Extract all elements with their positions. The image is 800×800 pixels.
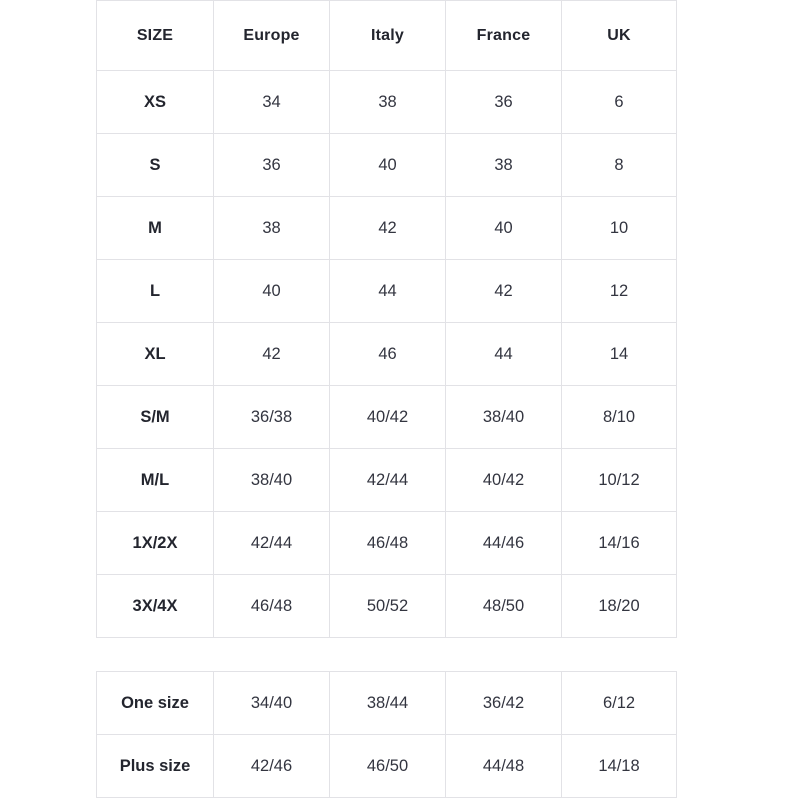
cell-europe: 34 xyxy=(214,71,330,134)
cell-france: 42 xyxy=(446,260,562,323)
size-conversion-table xyxy=(96,0,677,638)
row-label: S/M xyxy=(97,386,214,449)
cell-italy: 46/48 xyxy=(330,512,446,575)
table-row xyxy=(97,71,677,134)
table-row xyxy=(97,672,677,735)
cell-italy: 50/52 xyxy=(330,575,446,638)
cell-uk: 18/20 xyxy=(562,575,677,638)
table-row xyxy=(97,512,677,575)
table-body xyxy=(97,71,677,638)
cell-europe: 42/46 xyxy=(214,735,330,798)
cell-uk: 14/16 xyxy=(562,512,677,575)
cell-europe: 42/44 xyxy=(214,512,330,575)
cell-italy: 40 xyxy=(330,134,446,197)
cell-france: 38/40 xyxy=(446,386,562,449)
table-header-row xyxy=(97,1,677,71)
cell-italy: 46/50 xyxy=(330,735,446,798)
cell-france: 36/42 xyxy=(446,672,562,735)
cell-france: 48/50 xyxy=(446,575,562,638)
column-header-size: SIZE xyxy=(97,1,214,71)
column-header-france: France xyxy=(446,1,562,71)
column-header-italy: Italy xyxy=(330,1,446,71)
cell-uk: 14/18 xyxy=(562,735,677,798)
cell-europe: 38 xyxy=(214,197,330,260)
cell-uk: 6 xyxy=(562,71,677,134)
cell-uk: 6/12 xyxy=(562,672,677,735)
extra-table-body xyxy=(97,672,677,798)
table-row xyxy=(97,323,677,386)
cell-france: 38 xyxy=(446,134,562,197)
cell-france: 44/48 xyxy=(446,735,562,798)
row-label: 1X/2X xyxy=(97,512,214,575)
cell-europe: 42 xyxy=(214,323,330,386)
cell-uk: 10 xyxy=(562,197,677,260)
cell-europe: 46/48 xyxy=(214,575,330,638)
cell-italy: 42 xyxy=(330,197,446,260)
cell-france: 40/42 xyxy=(446,449,562,512)
cell-europe: 36/38 xyxy=(214,386,330,449)
row-label: One size xyxy=(97,672,214,735)
cell-italy: 38/44 xyxy=(330,672,446,735)
column-header-uk: UK xyxy=(562,1,677,71)
cell-italy: 38 xyxy=(330,71,446,134)
cell-italy: 46 xyxy=(330,323,446,386)
tables-container xyxy=(96,0,676,798)
table-row xyxy=(97,449,677,512)
table-row xyxy=(97,386,677,449)
table-row xyxy=(97,197,677,260)
cell-france: 36 xyxy=(446,71,562,134)
cell-france: 44/46 xyxy=(446,512,562,575)
row-label: XL xyxy=(97,323,214,386)
cell-uk: 10/12 xyxy=(562,449,677,512)
cell-europe: 40 xyxy=(214,260,330,323)
row-label: 3X/4X xyxy=(97,575,214,638)
table-row xyxy=(97,134,677,197)
table-row xyxy=(97,735,677,798)
row-label: M/L xyxy=(97,449,214,512)
row-label: XS xyxy=(97,71,214,134)
cell-uk: 14 xyxy=(562,323,677,386)
cell-italy: 42/44 xyxy=(330,449,446,512)
cell-europe: 38/40 xyxy=(214,449,330,512)
table-row xyxy=(97,575,677,638)
table-header xyxy=(97,1,677,71)
row-label: S xyxy=(97,134,214,197)
cell-uk: 12 xyxy=(562,260,677,323)
cell-italy: 40/42 xyxy=(330,386,446,449)
cell-uk: 8/10 xyxy=(562,386,677,449)
one-size-plus-size-table xyxy=(96,671,677,798)
cell-france: 40 xyxy=(446,197,562,260)
table-row xyxy=(97,260,677,323)
cell-italy: 44 xyxy=(330,260,446,323)
row-label: Plus size xyxy=(97,735,214,798)
cell-europe: 34/40 xyxy=(214,672,330,735)
column-header-europe: Europe xyxy=(214,1,330,71)
cell-france: 44 xyxy=(446,323,562,386)
cell-europe: 36 xyxy=(214,134,330,197)
table-gap-divider xyxy=(96,638,676,671)
row-label: M xyxy=(97,197,214,260)
cell-uk: 8 xyxy=(562,134,677,197)
row-label: L xyxy=(97,260,214,323)
